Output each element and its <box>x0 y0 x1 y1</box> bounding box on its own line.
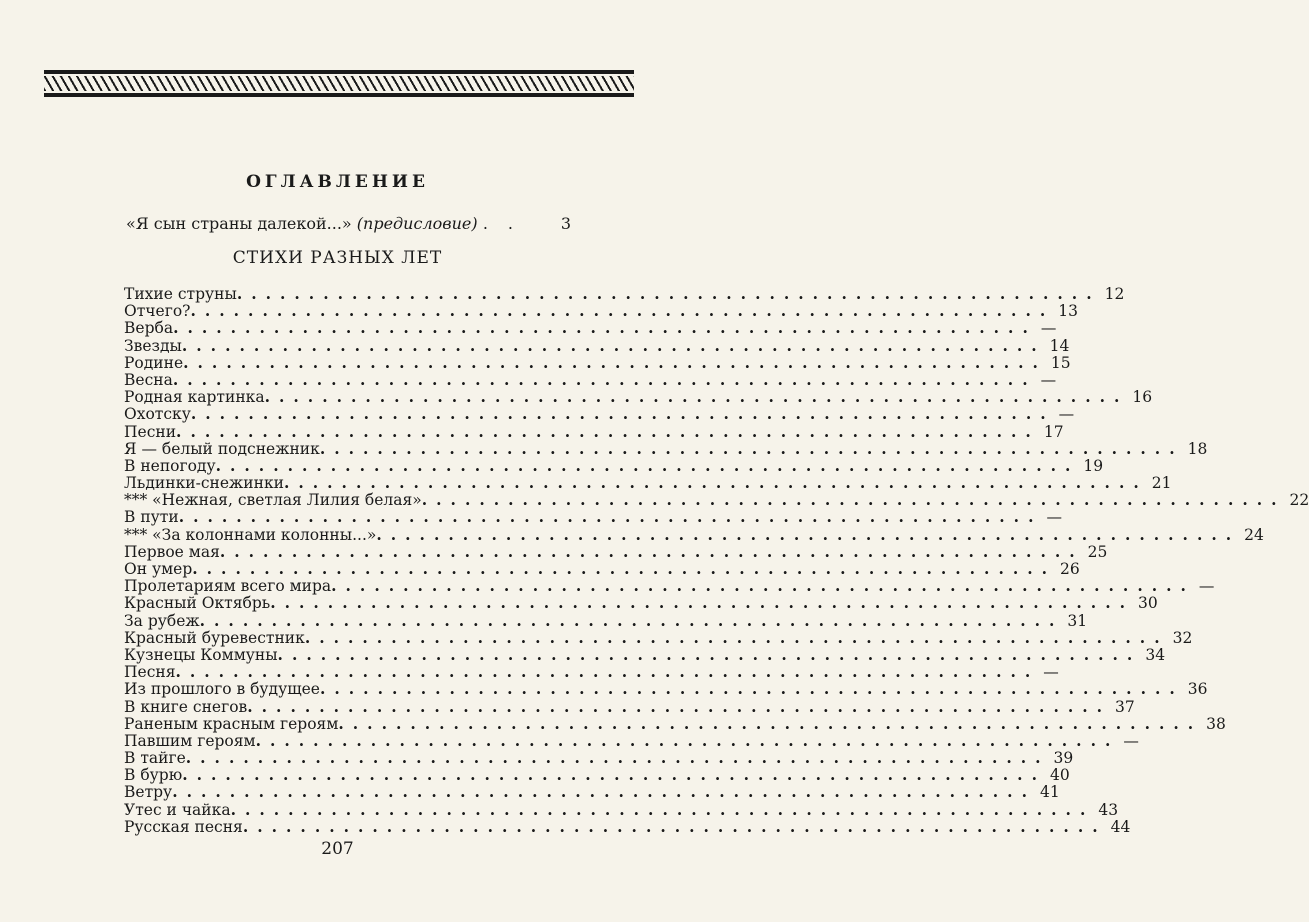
toc-entry-page: 26 <box>1060 560 1080 578</box>
toc-entry-page: 24 <box>1244 525 1264 544</box>
toc-entry <box>124 576 1215 596</box>
preface-title: «Я сын страны далекой...» <box>126 214 352 233</box>
toc-entry-page: 37 <box>1115 697 1135 716</box>
toc-leader-dots: ............................................................ <box>236 284 1101 303</box>
toc-entry <box>124 730 1139 750</box>
toc-leader-dots: ............................................................ <box>190 404 1055 424</box>
toc-leader-dots: ............................................................ <box>270 593 1134 613</box>
toc-entry <box>124 782 1060 802</box>
toc-entry-page: 22 <box>1289 491 1309 510</box>
toc-entry <box>124 352 1071 372</box>
toc-entry-page: 36 <box>1187 680 1208 699</box>
preface-entry <box>126 214 571 233</box>
toc-entry-title: Красный Октябрь <box>124 594 271 613</box>
section-heading: СТИХИ РАЗНЫХ ЛЕТ <box>232 248 443 268</box>
toc-entry <box>124 507 1062 527</box>
toc-leader-dots: ............................................................ <box>183 352 1047 372</box>
toc-entry-title: Я — белый подснежник <box>124 439 320 458</box>
toc-entry <box>124 490 1309 510</box>
toc-entry-page: 40 <box>1049 766 1070 785</box>
toc-leader-dots: ............................................................ <box>242 816 1107 836</box>
toc-entry-title: Раненым красным героям <box>124 714 339 733</box>
toc-entry-page: 14 <box>1049 336 1070 355</box>
toc-leader-dots: ............................................................ <box>173 318 1037 338</box>
toc-entry <box>124 559 1080 578</box>
toc-entry <box>124 335 1070 355</box>
toc-entry-title: Охотску <box>124 405 191 424</box>
toc-entry-page: 30 <box>1138 594 1158 613</box>
toc-entry-title: Из прошлого в будущее <box>124 680 320 699</box>
toc-entry-page: 21 <box>1151 474 1172 493</box>
toc-entry-title: Утес и чайка <box>124 800 231 819</box>
toc-leader-dots: ............................................................ <box>331 576 1195 596</box>
toc-entry <box>124 455 1104 475</box>
toc-entry-title: Родная картинка <box>124 388 265 407</box>
toc-entry <box>124 541 1108 561</box>
toc-leader-dots: ............................................................ <box>175 662 1040 682</box>
toc-entry-page: 17 <box>1043 422 1064 441</box>
toc-entry-page: — <box>1123 731 1139 750</box>
toc-leader-dots: ............................................................ <box>264 387 1129 407</box>
toc-entry-title: Верба <box>124 319 174 338</box>
toc-entry-title: Ветру <box>124 783 173 802</box>
toc-entry-page: 34 <box>1145 645 1166 664</box>
toc-entry-title: Тихие струны <box>124 285 237 303</box>
toc-entry <box>124 748 1074 768</box>
page-title: ОГЛАВЛЕНИЕ <box>246 172 429 192</box>
toc-entry-title: Русская песня <box>124 817 243 836</box>
toc-entry <box>124 284 1125 303</box>
toc-entry <box>124 387 1153 407</box>
toc-leader-dots: ............................................................ <box>283 473 1148 493</box>
toc-leader-dots: ............................................................ <box>319 438 1184 458</box>
ornament-top-rule <box>44 70 634 74</box>
toc-leader-dots: ............................................................ <box>255 730 1120 750</box>
toc-entry <box>124 662 1059 682</box>
toc-entry-page: — <box>1040 370 1057 389</box>
toc-entry-title: Кузнецы Коммуны <box>124 645 278 664</box>
toc-leader-dots: ............................................................ <box>176 421 1040 441</box>
toc-entry <box>124 473 1172 493</box>
toc-leader-dots: ............................................................ <box>247 696 1112 716</box>
toc-entry-page: — <box>1198 577 1215 596</box>
toc-entry-title: *** «За колоннами колонны...» <box>124 525 377 544</box>
toc-entry-title: Песни <box>124 422 177 441</box>
preface-entry-title-group <box>126 214 478 233</box>
toc-entry-title: В тайге <box>124 749 186 768</box>
toc-entry <box>124 627 1193 647</box>
toc-entry-page: 25 <box>1087 542 1108 561</box>
toc-entry-page: 39 <box>1053 749 1074 768</box>
toc-leader-dots: ............................................................ <box>199 610 1064 630</box>
toc-leader-dots: ............................................................ <box>192 559 1057 578</box>
toc-entry <box>124 816 1131 836</box>
toc-entry-page: 32 <box>1172 628 1193 647</box>
toc-entry <box>124 524 1264 544</box>
toc-leader-dots: ............................................................ <box>277 644 1142 664</box>
toc-leader-dots: ............................................................ <box>190 301 1055 321</box>
preface-page-number: 3 <box>560 214 571 233</box>
toc-entry-title: В пути <box>124 508 179 527</box>
toc-entry-title: Льдинки-снежинки <box>124 474 284 493</box>
toc-entry-title: Павшим героям <box>124 731 256 750</box>
toc-entry <box>124 438 1208 458</box>
toc-leader-dots: ............................................................ <box>172 782 1036 802</box>
ornamental-header-band <box>44 70 634 98</box>
toc-leader-dots: ............................................................ <box>215 455 1080 475</box>
toc-entry <box>124 404 1075 424</box>
toc-entry-title: Отчего? <box>124 302 191 321</box>
toc-leader-dots: ............................................................ <box>230 799 1095 819</box>
toc-entry-page: 16 <box>1132 388 1153 407</box>
toc-entry-page: 13 <box>1058 302 1078 321</box>
toc-entry <box>124 593 1158 613</box>
toc-entry-title: В непогоду <box>124 456 216 475</box>
toc-entry <box>124 644 1166 664</box>
toc-entry-title: Красный буревестник <box>124 628 305 647</box>
toc-entry <box>124 610 1088 630</box>
table-of-contents <box>124 284 1309 836</box>
toc-entry-title: *** «Нежная, светлая Лилия белая» <box>124 491 422 510</box>
toc-leader-dots: ............................................................ <box>376 524 1241 544</box>
toc-entry-page: 43 <box>1098 800 1119 819</box>
toc-leader-dots: ............................................................ <box>172 369 1037 389</box>
toc-entry-title: Он умер <box>124 560 193 578</box>
toc-entry <box>124 765 1070 785</box>
ornament-zigzag-pattern <box>44 76 634 91</box>
toc-entry-title: В книге снегов <box>124 697 248 716</box>
toc-entry-page: 41 <box>1039 783 1060 802</box>
ornament-bottom-rule <box>44 93 634 97</box>
toc-entry-page: 15 <box>1050 353 1071 372</box>
toc-entry-title: Родине <box>124 353 184 372</box>
toc-entry-title: Весна <box>124 370 173 389</box>
toc-entry <box>124 318 1057 338</box>
toc-leader-dots: ............................................................ <box>181 335 1046 355</box>
toc-leader-dots: ............................................................ <box>178 507 1043 527</box>
toc-entry-page: 31 <box>1067 611 1088 630</box>
toc-leader-dots: ............................................................ <box>319 679 1184 699</box>
toc-entry-page: 19 <box>1083 456 1104 475</box>
toc-entry-page: — <box>1058 405 1075 424</box>
toc-entry <box>124 679 1208 699</box>
toc-entry-title: Пролетариям всего мира <box>124 577 332 596</box>
toc-entry <box>124 713 1226 733</box>
toc-entry-title: Звезды <box>124 336 182 355</box>
toc-entry <box>124 696 1135 716</box>
toc-entry-page: 38 <box>1206 714 1226 733</box>
toc-entry-title: Первое мая <box>124 542 220 561</box>
toc-entry-page: 18 <box>1187 439 1208 458</box>
preface-leader-dots: .. <box>482 214 533 233</box>
toc-entry-title: В бурю <box>124 766 183 785</box>
page-number-footer: 207 <box>321 839 354 859</box>
toc-leader-dots: ............................................................ <box>338 713 1203 733</box>
toc-entry-title: Песня <box>124 663 176 682</box>
toc-entry <box>124 369 1057 389</box>
toc-leader-dots: ............................................................ <box>182 765 1046 785</box>
toc-leader-dots: ............................................................ <box>185 748 1050 768</box>
toc-entry-page: — <box>1046 508 1062 527</box>
toc-entry <box>124 301 1078 321</box>
toc-entry-page: — <box>1040 319 1057 338</box>
toc-entry-title: За рубеж <box>124 611 200 630</box>
toc-entry <box>124 799 1119 819</box>
toc-entry-page: 44 <box>1110 817 1131 836</box>
toc-entry-page: 12 <box>1104 285 1125 303</box>
toc-leader-dots: ............................................................ <box>304 627 1169 647</box>
toc-entry <box>124 421 1064 441</box>
toc-leader-dots: ............................................................ <box>421 490 1286 510</box>
preface-note: (предисловие) <box>356 214 478 233</box>
toc-leader-dots: ............................................................ <box>219 541 1084 561</box>
toc-entry-page: — <box>1043 663 1059 682</box>
